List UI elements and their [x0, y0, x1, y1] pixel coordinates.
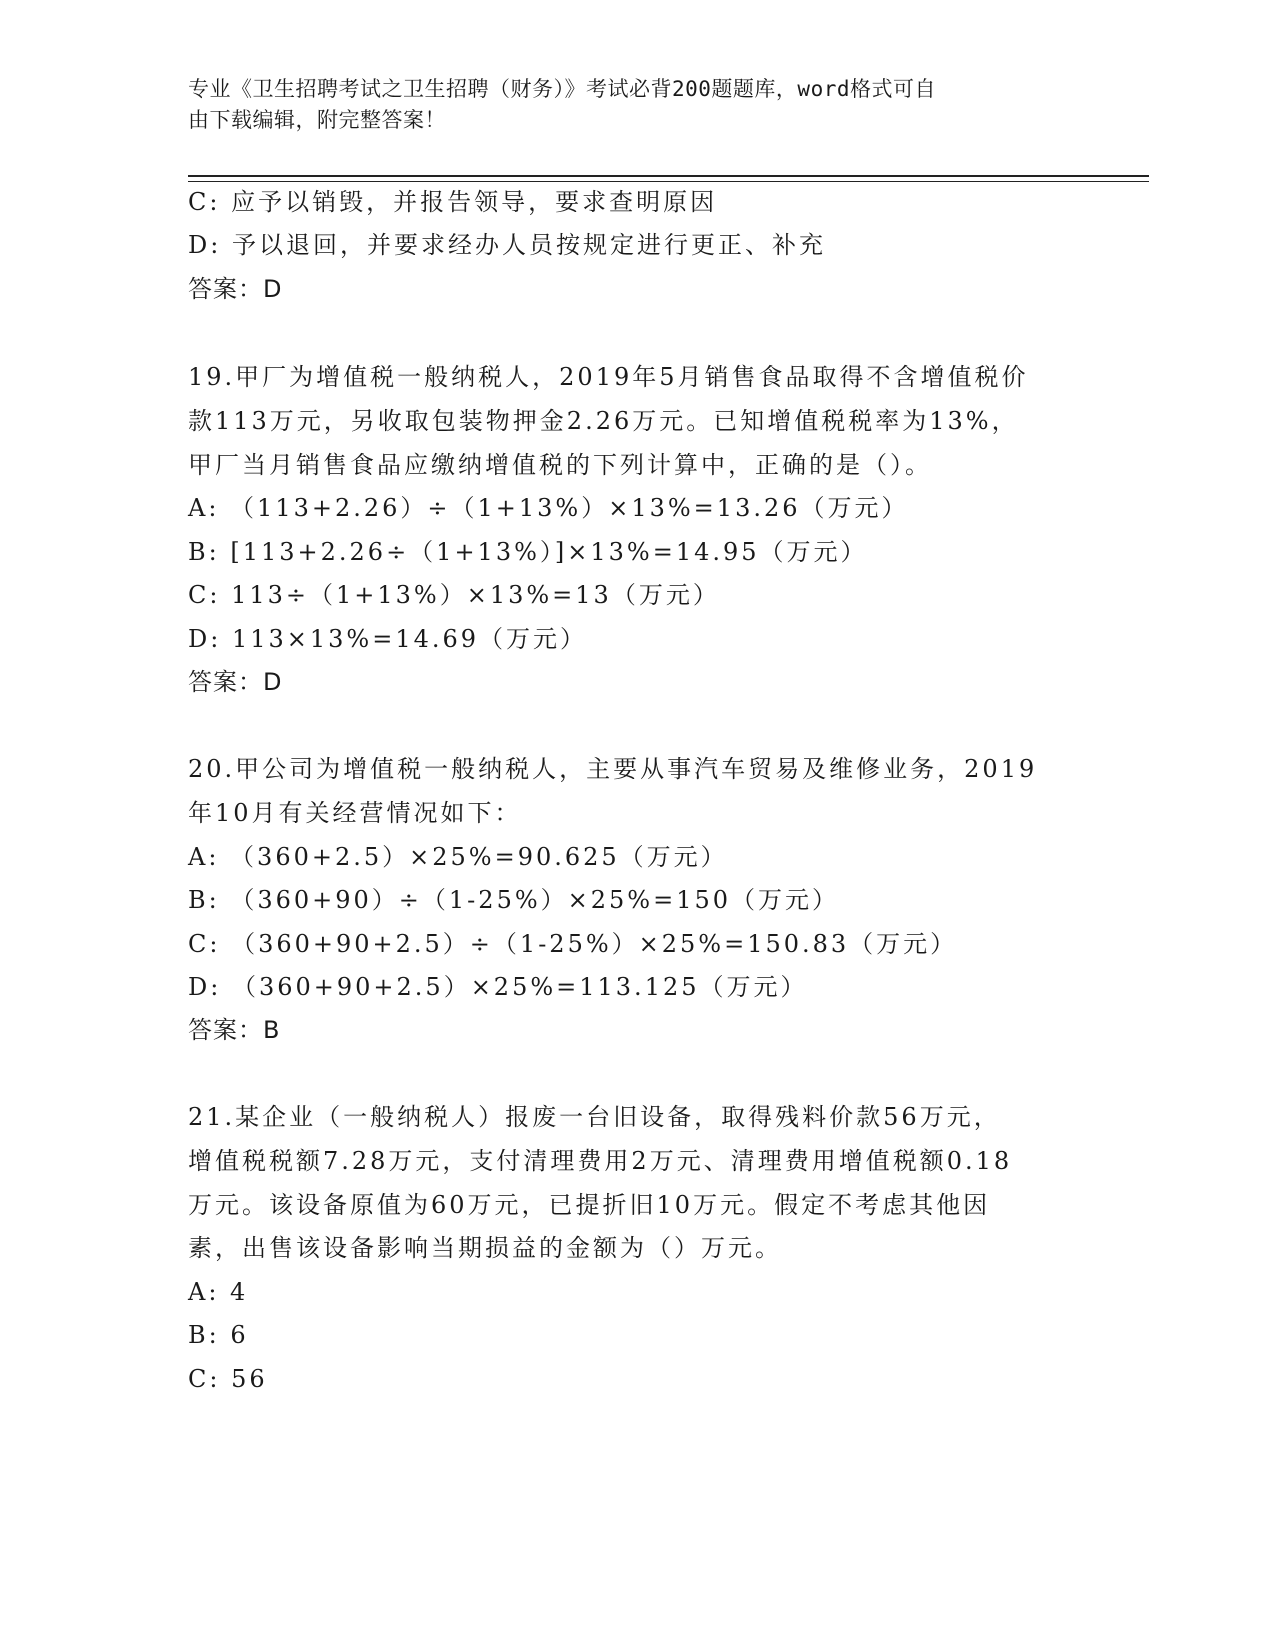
- q19-answer: 答案：D: [188, 668, 283, 696]
- q19-stem-line-3: 甲厂当月销售食品应缴纳增值税的下列计算中，正确的是（）。: [188, 451, 932, 479]
- prev-option-d: D: 予以退回，并要求经办人员按规定进行更正、补充: [188, 231, 826, 259]
- q21-stem-line-3: 万元。该设备原值为60万元，已提折旧10万元。假定不考虑其他因: [188, 1191, 991, 1219]
- q20-stem-line-1: 20.甲公司为增值税一般纳税人，主要从事汽车贸易及维修业务，2019: [188, 755, 1038, 783]
- prev-option-c: C: 应予以销毁，并报告领导，要求查明原因: [188, 188, 718, 216]
- q20-option-a: A: （360+2.5）×25%=90.625（万元）: [188, 843, 728, 871]
- q19-option-b: B: [113+2.26÷（1+13%）]×13%=14.95（万元）: [188, 538, 868, 566]
- document-header: [188, 74, 1068, 136]
- q20-answer: 答案：B: [188, 1016, 281, 1044]
- q19-option-d: D: 113×13%=14.69（万元）: [188, 625, 588, 653]
- header-title-line-2: 由下载编辑，附完整答案！: [188, 108, 446, 132]
- q19-option-a: A: （113+2.26）÷（1+13%）×13%=13.26（万元）: [188, 494, 909, 522]
- q20-option-b: B: （360+90）÷（1-25%）×25%=150（万元）: [188, 886, 840, 914]
- q20-stem-line-2: 年10月有关经营情况如下：: [188, 799, 522, 827]
- header-title-line-1: 专业《卫生招聘考试之卫生招聘（财务）》考试必背200题题库，word格式可自: [188, 77, 936, 101]
- header-divider-thin: [188, 181, 1149, 182]
- header-divider-thick: [188, 175, 1149, 177]
- q21-stem-line-1: 21.某企业（一般纳税人）报废一台旧设备，取得残料价款56万元，: [188, 1103, 1001, 1131]
- q19-stem-line-1: 19.甲厂为增值税一般纳税人，2019年5月销售食品取得不含增值税价: [188, 363, 1029, 391]
- q19-stem-line-2: 款113万元，另收取包装物押金2.26万元。已知增值税税率为13%，: [188, 407, 1019, 435]
- q20-option-c: C: （360+90+2.5）÷（1-25%）×25%=150.83（万元）: [188, 930, 958, 958]
- q21-stem-line-4: 素，出售该设备影响当期损益的金额为（）万元。: [188, 1234, 782, 1262]
- q20-option-d: D: （360+90+2.5）×25%=113.125（万元）: [188, 973, 808, 1001]
- q21-stem-line-2: 增值税税额7.28万元，支付清理费用2万元、清理费用增值税额0.18: [188, 1147, 1013, 1175]
- q21-option-a: A: 4: [188, 1278, 249, 1306]
- prev-answer: 答案：D: [188, 275, 283, 303]
- q21-option-b: B: 6: [188, 1321, 249, 1349]
- q19-option-c: C: 113÷（1+13%）×13%=13（万元）: [188, 581, 720, 609]
- q21-option-c: C: 56: [188, 1365, 268, 1393]
